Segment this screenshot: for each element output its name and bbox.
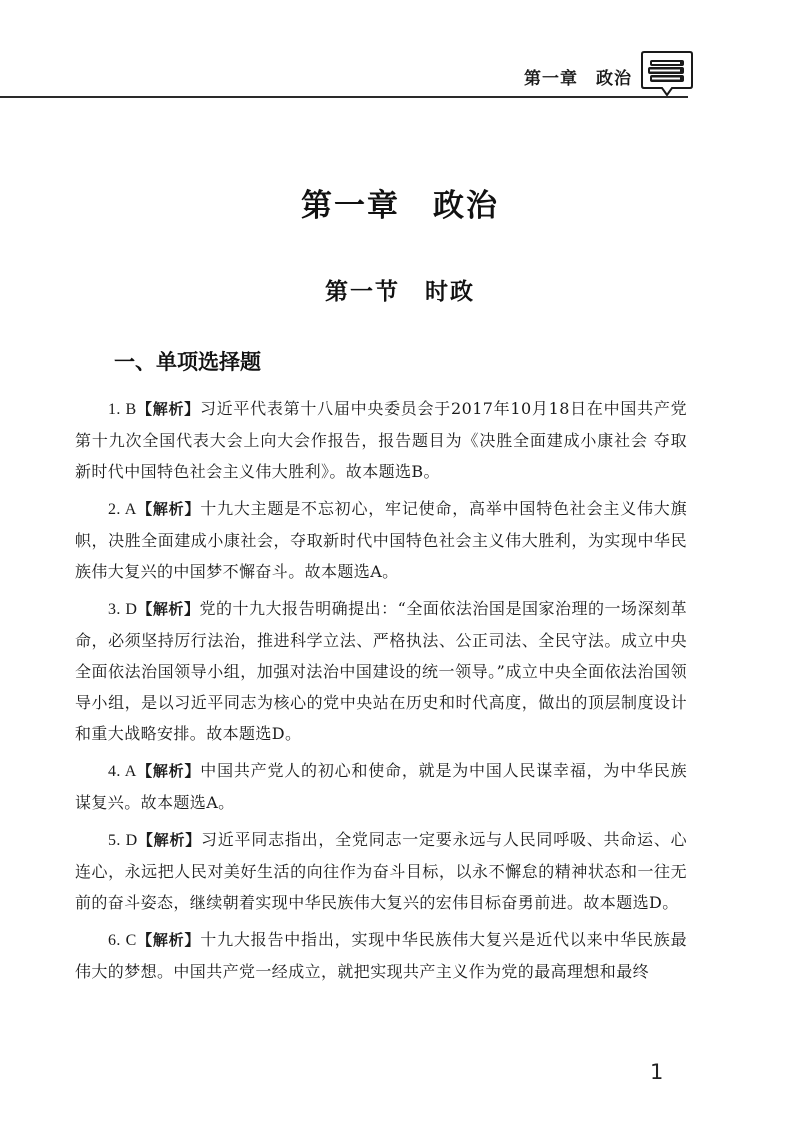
answer-item-4 <box>75 755 687 818</box>
answer-label: 1. B <box>108 401 137 418</box>
answer-label: 6. C <box>108 932 137 949</box>
answer-text: 党的十九大报告明确提出：“全面依法治国是国家治理的一场深刻革命，必须坚持厉行法治，推进科学立法、严格执法、公正司法、全民守法。成立中央全面依法治国领导小组，加强对法治中国建设的统一领导。”成立中央全面依法治国领导小组，是以习近平同志为核心的党中央站在历史和时代高度，做出的顶层制度设计和重大战略安排。故本题选D。 <box>75 599 688 743</box>
answer-text: 中国共产党人的初心和使命，就是为中国人民谋幸福，为中华民族谋复兴。故本题选A。 <box>75 761 687 812</box>
page-number: 1 <box>650 1060 664 1084</box>
answer-text: 习近平代表第十八届中央委员会于2017年10月18日在中国共产党第十九次全国代表大会上向大会作报告，报告题目为《决胜全面建成小康社会 夺取新时代中国特色社会主义伟大胜利》。故本题选B。 <box>75 399 687 481</box>
answer-label: 4. A <box>108 763 137 780</box>
answer-text: 十九大主题是不忘初心，牢记使命，高举中国特色社会主义伟大旗帜，决胜全面建成小康社会，夺取新时代中国特色社会主义伟大胜利，为实现中华民族伟大复兴的中国梦不懈奋斗。故本题选A。 <box>75 499 687 581</box>
running-head-chapter: 第一章 政治 <box>524 69 632 89</box>
analysis-tag: 【解析】 <box>137 831 201 849</box>
header-rule <box>0 96 688 98</box>
answer-list <box>75 393 687 993</box>
analysis-tag: 【解析】 <box>136 500 201 518</box>
analysis-tag: 【解析】 <box>137 600 200 618</box>
answer-text: 习近平同志指出，全党同志一定要永远与人民同呼吸、共命运、心连心，永远把人民对美好生活的向往作为奋斗目标，以永不懈怠的精神状态和一往无前的奋斗姿态，继续朝着实现中华民族伟大复兴的宏伟目标奋勇前进。故本题选D。 <box>75 830 687 912</box>
question-type-heading: 一、单项选择题 <box>114 350 261 374</box>
answer-item-2 <box>75 493 687 587</box>
answer-item-6 <box>75 924 687 987</box>
answer-item-3 <box>75 593 687 749</box>
running-head <box>0 50 800 100</box>
answer-text: 十九大报告中指出，实现中华民族伟大复兴是近代以来中华民族最伟大的梦想。中国共产党一经成立，就把实现共产主义作为党的最高理想和最终 <box>75 930 687 981</box>
book-stack-icon <box>640 50 694 96</box>
answer-item-5 <box>75 824 687 918</box>
section-title: 第一节 时政 <box>325 279 475 305</box>
analysis-tag: 【解析】 <box>136 400 200 418</box>
analysis-tag: 【解析】 <box>136 762 201 780</box>
analysis-tag: 【解析】 <box>136 931 201 949</box>
answer-item-1 <box>75 393 687 487</box>
answer-label: 2. A <box>108 501 137 518</box>
answer-label: 3. D <box>108 601 138 618</box>
chapter-title: 第一章 政治 <box>301 188 499 224</box>
answer-label: 5. D <box>108 832 138 849</box>
